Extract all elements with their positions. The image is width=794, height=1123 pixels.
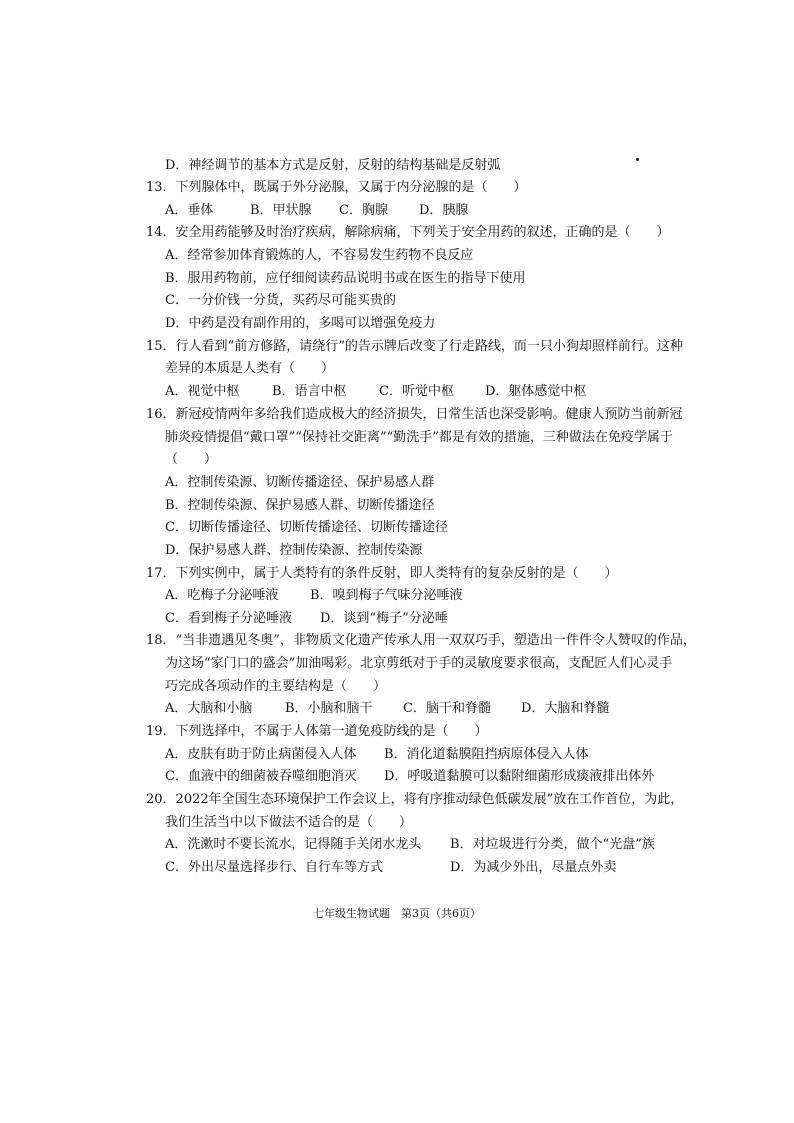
q15-option-a: A．视觉中枢 bbox=[165, 384, 240, 399]
q14-option-c: C．一分价钱一分货，买药尽可能买贵的 bbox=[165, 293, 396, 308]
q13-option-a: A．垂体 bbox=[165, 203, 214, 218]
q17-option-d: D．谈到“梅子”分泌唾 bbox=[320, 611, 448, 626]
q14-stem: 14．安全用药能够及时治疗疾病，解除病痛，下列关于安全用药的叙述，正确的是（ ） bbox=[146, 225, 670, 240]
q13-option-b: B．甲状腺 bbox=[250, 203, 312, 218]
q20-option-b: B．对垃圾进行分类，做个“光盘”族 bbox=[450, 837, 655, 852]
q16-option-d: D．保护易感人群、控制传染源、控制传染源 bbox=[165, 543, 423, 558]
q12-option-d: D．神经调节的基本方式是反射，反射的结构基础是反射弧 bbox=[165, 158, 501, 173]
q18-option-a: A．大脑和小脑 bbox=[165, 701, 253, 716]
q14-option-b: B．服用药物前，应仔细阅读药品说明书或在医生的指导下使用 bbox=[165, 271, 526, 286]
q14-option-a: A．经常参加体育锻炼的人，不容易发生药物不良反应 bbox=[165, 248, 474, 263]
q20-option-a: A．洗漱时不要长流水，记得随手关闭水龙头 bbox=[165, 837, 422, 852]
q18-stem-line-1: 18．“当非遗遇见冬奥”，非物质文化遗产传承人用一双双巧手，塑造出一件件令人赞叹的作品， bbox=[146, 633, 696, 648]
q18-option-b: B．小脑和脑干 bbox=[285, 701, 373, 716]
q20-option-c: C．外出尽量选择步行、自行车等方式 bbox=[165, 860, 383, 875]
q18-stem-line-2: 为这场“家门口的盛会”加油喝彩。北京剪纸对于手的灵敏度要求很高，支配匠人们心灵手 bbox=[165, 656, 673, 671]
q16-option-b: B．控制传染源、保护易感人群、切断传播途径 bbox=[165, 498, 435, 513]
q18-stem-line-3: 巧完成各项动作的主要结构是（ ） bbox=[165, 679, 387, 694]
q15-stem-line-2: 差异的本质是人类有（ ） bbox=[165, 361, 335, 376]
q19-option-c: C．血液中的细菌被吞噬细胞消灭 bbox=[165, 769, 357, 784]
q13-option-c: C．胸腺 bbox=[339, 203, 388, 218]
speck-mark bbox=[636, 158, 639, 161]
q14-option-d: D．中药是没有副作用的，多喝可以增强免疫力 bbox=[165, 316, 436, 331]
q19-stem: 19．下列选择中，不属于人体第一道免疫防线的是（ ） bbox=[146, 724, 488, 739]
q17-option-b: B．嗅到梅子气味分泌唾液 bbox=[310, 588, 463, 603]
q19-option-b: B．消化道黏膜阻挡病原体侵入人体 bbox=[384, 747, 589, 762]
q16-option-a: A．控制传染源、切断传播途径、保护易感人群 bbox=[165, 475, 435, 490]
q13-option-d: D．胰腺 bbox=[419, 203, 469, 218]
q16-stem-line-2: 肺炎疫情提倡“戴口罩”“保持社交距离”“勤洗手”都是有效的措施，三种做法在免疫学属于 bbox=[165, 430, 673, 445]
q15-option-d: D．躯体感觉中枢 bbox=[485, 384, 587, 399]
q18-option-c: C．脑干和脊髓 bbox=[403, 701, 491, 716]
q17-stem: 17．下列实例中，属于人类特有的条件反射，即人类特有的复杂反射的是（ ） bbox=[146, 566, 618, 581]
q15-option-b: B．语言中枢 bbox=[272, 384, 347, 399]
q17-option-a: A．吃梅子分泌唾液 bbox=[165, 588, 279, 603]
q20-stem-line-2: 我们生活当中以下做法不适合的是（ ） bbox=[165, 815, 413, 830]
q17-option-c: C．看到梅子分泌唾液 bbox=[165, 611, 292, 626]
q19-option-d: D．呼吸道黏膜可以黏附细菌形成痰液排出体外 bbox=[384, 769, 655, 784]
page-footer: 七年级生物试题 第3页（共6页） bbox=[313, 907, 481, 920]
q18-option-d: D．大脑和脊髓 bbox=[521, 701, 610, 716]
q15-option-c: C．听觉中枢 bbox=[379, 384, 454, 399]
q13-stem: 13．下列腺体中，既属于外分泌腺，又属于内分泌腺的是（ ） bbox=[146, 180, 527, 195]
q19-option-a: A．皮肤有助于防止病菌侵入人体 bbox=[165, 747, 357, 762]
q20-option-d: D．为减少外出，尽量点外卖 bbox=[450, 860, 617, 875]
q15-stem-line-1: 15．行人看到“前方修路，请绕行”的告示牌后改变了行走路线，而一只小狗却照样前行。这种 bbox=[146, 339, 683, 354]
q16-stem-line-1: 16．新冠疫情两年多给我们造成极大的经济损失，日常生活也深受影响。健康人预防当前新冠 bbox=[146, 407, 683, 422]
q16-stem-line-3: （ ） bbox=[165, 452, 218, 467]
q16-option-c: C．切断传播途径、切断传播途径、切断传播途径 bbox=[165, 520, 448, 535]
q20-stem-line-1: 20．2022年全国生态环境保护工作会议上，将有序推动绿色低碳发展”放在工作首位，为此， bbox=[146, 792, 684, 807]
